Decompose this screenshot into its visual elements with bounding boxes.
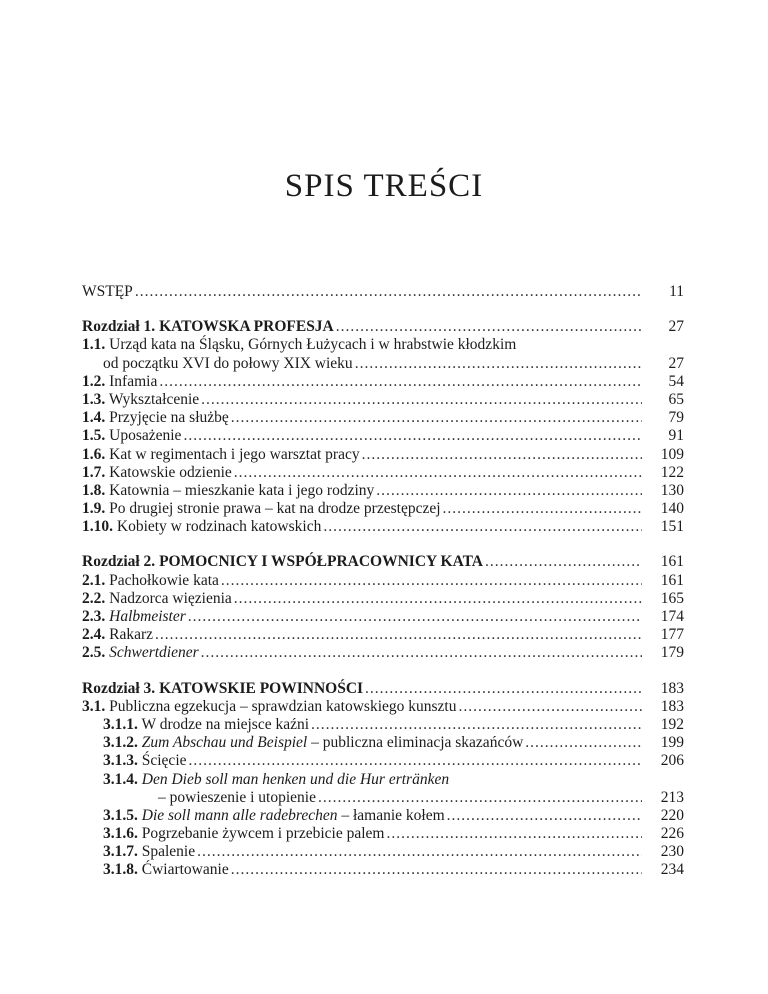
chapter-title: KATOWSKA PROFESJA [159, 318, 334, 336]
dot-leader [189, 752, 642, 770]
page-number: 109 [660, 445, 684, 463]
chapter-number: Rozdział 3. [82, 679, 156, 697]
section-number: 1.6. [82, 445, 106, 463]
toc-entry-text: Uposażenie [109, 427, 182, 445]
section-number: 1.9. [82, 500, 106, 518]
page-number: 130 [660, 481, 684, 499]
toc-entry-text: Halbmeister [109, 608, 186, 625]
dot-leader [323, 518, 642, 536]
dot-leader [234, 590, 642, 608]
toc-entry-text: od początku XVI do połowy XIX wieku [103, 354, 353, 372]
section-number: 2.2. [82, 589, 106, 607]
toc-entry-text: – publiczna eliminacja skazańców [307, 734, 524, 752]
dot-leader [365, 680, 642, 698]
page-number: 206 [660, 752, 684, 770]
dot-leader [135, 283, 642, 301]
page-number: 234 [660, 861, 684, 879]
toc-entry-text: Pogrzebanie żywcem i przebicie palem [141, 825, 385, 843]
page-number: 220 [660, 806, 684, 824]
toc-entry-text: Nadzorca więzienia [109, 589, 232, 607]
chapter-title: KATOWSKIE POWINNOŚCI [159, 679, 364, 697]
page-number: 174 [660, 608, 684, 625]
dot-leader [362, 446, 642, 464]
toc-entry [82, 500, 684, 518]
dot-leader [183, 427, 642, 445]
section-number: 2.5. [82, 644, 106, 662]
toc-entry [82, 427, 684, 445]
dot-leader [201, 644, 642, 662]
dot-leader [443, 500, 642, 518]
toc-entry [82, 391, 684, 409]
page-number: 27 [668, 354, 684, 372]
dot-leader [201, 391, 642, 409]
section-number: 3.1. [82, 697, 106, 715]
dot-leader [159, 373, 642, 391]
toc-entry-text: WSTĘP [82, 283, 133, 300]
toc-entry-text: Infamia [109, 372, 158, 390]
page-number: 199 [660, 734, 684, 752]
section-number: 1.3. [82, 390, 106, 408]
toc-entry [82, 373, 684, 391]
toc-chapter-3 [82, 680, 684, 698]
section-number: 3.1.1. [103, 715, 138, 733]
toc-entry [82, 644, 684, 662]
page-number: 165 [660, 589, 684, 607]
toc-entry [82, 734, 684, 752]
toc-entry [82, 771, 684, 789]
toc-chapter-1 [82, 318, 684, 336]
page-number: 151 [660, 518, 684, 536]
page-number: 213 [660, 788, 684, 806]
toc-chapter-2 [82, 553, 684, 571]
chapter-title: POMOCNICY I WSPÓŁPRACOWNICY KATA [159, 553, 483, 571]
section-number: 3.1.2. [103, 734, 138, 752]
page-number: 122 [660, 463, 684, 481]
section-number: 3.1.3. [103, 752, 138, 770]
toc-entry-text: – powieszenie i utopienie [158, 788, 316, 806]
dot-leader [386, 825, 642, 843]
page-number: 91 [668, 427, 684, 445]
toc-entry-text: Kobiety w rodzinach katowskich [116, 518, 322, 536]
toc-entry-text: Urząd kata na Śląsku, Górnych Łużycach i w hrabstwie kłodzkim [109, 336, 517, 354]
page-number: 177 [660, 626, 684, 644]
page-number: 11 [669, 283, 684, 300]
dot-leader [355, 355, 642, 373]
section-number: 2.3. [82, 608, 106, 625]
toc-entry-continuation [82, 355, 684, 373]
toc-entry [82, 825, 684, 843]
toc-entry-text: Spalenie [141, 843, 196, 861]
dot-leader [447, 807, 642, 825]
toc-entry-text: Publiczna egzekucja – sprawdzian katowskiego kunsztu [109, 697, 457, 715]
section-number: 3.1.6. [103, 825, 138, 843]
page-number: 179 [660, 644, 684, 662]
page-number: 226 [660, 825, 684, 843]
toc-entry [82, 409, 684, 427]
page-title: SPIS TREŚCI [284, 168, 484, 204]
toc-entry-text: Katownia – mieszkanie kata i jego rodziny [109, 481, 375, 499]
dot-leader [311, 716, 642, 734]
section-number: 3.1.8. [103, 861, 138, 879]
dot-leader [485, 553, 642, 571]
toc-entry [82, 861, 684, 879]
page-number: 140 [660, 500, 684, 518]
toc-entry-continuation [82, 789, 684, 807]
table-of-contents [82, 283, 684, 880]
toc-entry-text: Rakarz [109, 626, 154, 644]
toc-entry-text: Katowskie odzienie [109, 463, 232, 481]
page-number: 230 [660, 843, 684, 861]
chapter-number: Rozdział 2. [82, 553, 156, 571]
section-number: 1.8. [82, 481, 106, 499]
toc-entry-text: Pachołkowie kata [109, 571, 219, 589]
page-number: 27 [668, 318, 684, 336]
toc-entry [82, 518, 684, 536]
dot-leader [221, 572, 642, 590]
page-number: 161 [660, 571, 684, 589]
dot-leader [458, 698, 642, 716]
page-number: 183 [660, 679, 684, 697]
toc-entry [82, 626, 684, 644]
dot-leader [231, 861, 642, 879]
dot-leader [234, 464, 642, 482]
section-number: 3.1.7. [103, 843, 138, 861]
toc-entry [82, 572, 684, 590]
toc-entry [82, 446, 684, 464]
toc-entry [82, 698, 684, 716]
toc-entry-text: Wykształcenie [108, 390, 200, 408]
toc-entry [82, 590, 684, 608]
toc-entry [82, 843, 684, 861]
section-number: 1.1. [82, 336, 106, 354]
toc-entry-text-italic: Den Dieb soll man henken und die Hur ertränken [141, 770, 450, 788]
toc-entry-text-italic: Die soll mann alle radebrechen [141, 806, 338, 824]
section-number: 1.10. [82, 518, 113, 536]
toc-entry [82, 608, 684, 626]
toc-entry [82, 807, 684, 825]
chapter-number: Rozdział 1. [82, 318, 156, 336]
toc-entry-text: Przyjęcie na służbę [109, 409, 229, 427]
toc-entry [82, 752, 684, 770]
section-number: 2.4. [82, 626, 106, 644]
page-number: 65 [668, 390, 684, 408]
dot-leader [197, 843, 642, 861]
section-number: 2.1. [82, 571, 106, 589]
dot-leader [336, 318, 642, 336]
toc-entry-text: Ćwiartowanie [141, 861, 229, 879]
page-number: 54 [668, 372, 684, 390]
section-number: 3.1.5. [103, 806, 138, 824]
dot-leader [188, 608, 642, 626]
toc-entry-text: Po drugiej stronie prawa – kat na drodze przestępczej [109, 500, 441, 518]
page-number: 192 [660, 715, 684, 733]
toc-entry-intro [82, 283, 684, 301]
toc-entry-text: W drodze na miejsce kaźni [141, 715, 310, 733]
section-number: 1.5. [82, 427, 106, 445]
dot-leader [525, 734, 642, 752]
dot-leader [231, 409, 642, 427]
dot-leader [318, 789, 642, 807]
toc-entry-text: – łamanie kołem [337, 806, 445, 824]
section-number: 3.1.4. [103, 770, 138, 788]
toc-entry-text-italic: Zum Abschau und Beispiel [141, 734, 308, 752]
dot-leader [155, 626, 642, 644]
toc-entry [82, 464, 684, 482]
dot-leader [376, 482, 642, 500]
toc-entry [82, 482, 684, 500]
section-number: 1.2. [82, 372, 106, 390]
page-number: 79 [668, 409, 684, 427]
toc-entry [82, 716, 684, 734]
toc-entry-text: Schwertdiener [109, 644, 199, 662]
section-number: 1.4. [82, 409, 106, 427]
toc-entry [82, 336, 684, 354]
page-number: 161 [660, 553, 684, 571]
section-number: 1.7. [82, 463, 106, 481]
toc-entry-text: Ścięcie [141, 752, 187, 770]
toc-entry-text: Kat w regimentach i jego warsztat pracy [109, 445, 360, 463]
page-number: 183 [660, 697, 684, 715]
